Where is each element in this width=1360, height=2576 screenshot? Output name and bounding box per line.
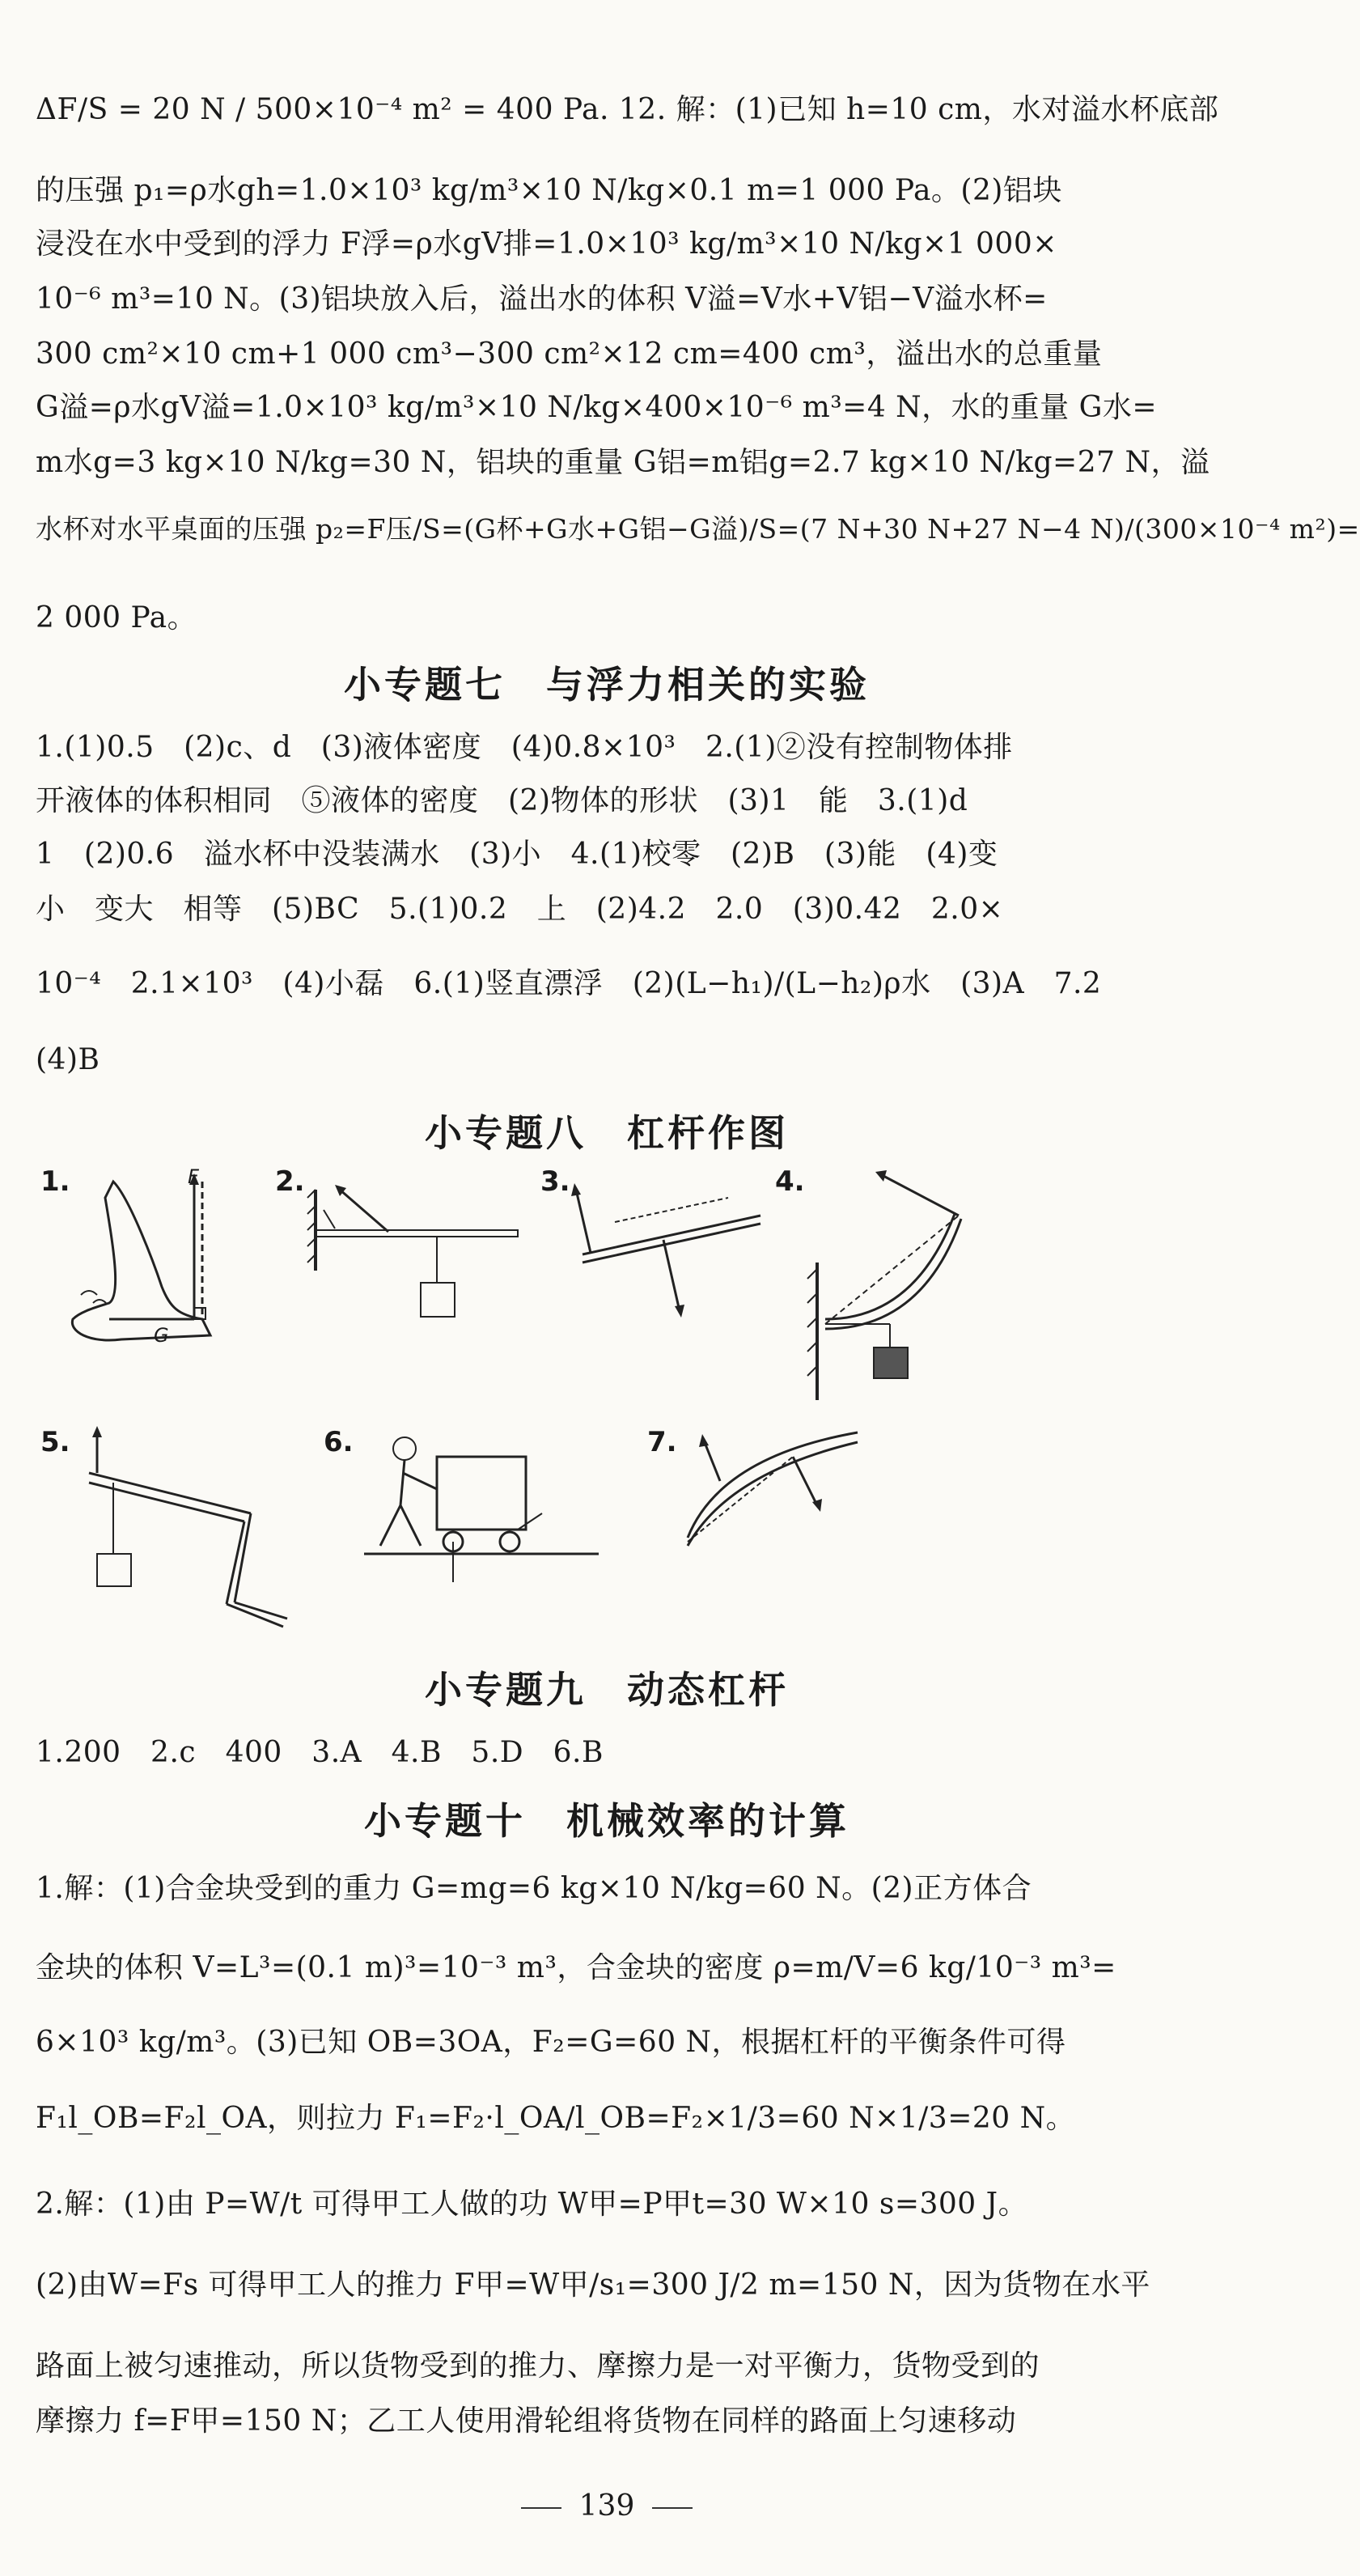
figure-number: 5. xyxy=(40,1426,70,1458)
figure-1-foot xyxy=(65,1165,243,1352)
section-heading-9: 小专题九 动态杠杆 xyxy=(425,1668,789,1712)
figure-6-cart xyxy=(356,1424,607,1586)
figure-4-lever xyxy=(801,1165,1044,1408)
label-G: G xyxy=(154,1324,169,1347)
text-line: 摩擦力 f=F甲=150 N；乙工人使用滑轮组将货物在同样的路面上匀速移动 xyxy=(36,2404,1017,2438)
text-line: 金块的体积 V=L³=(0.1 m)³=10⁻³ m³，合金块的密度 ρ=m/V=6 kg/10⁻³ m³= xyxy=(36,1951,1116,1984)
text-line: 浸没在水中受到的浮力 F浮=ρ水gV排=1.0×10³ kg/m³×10 N/kg×1 000× xyxy=(36,227,1057,261)
text-line: 1.(1)0.5 (2)c、d (3)液体密度 (4)0.8×10³ 2.(1)②没有控制物体排 xyxy=(36,731,1013,764)
text-line: 10⁻⁴ 2.1×10³ (4)小磊 6.(1)竖直漂浮 (2)(L−h₁)/(L−h₂)ρ水 (3)A 7.2 xyxy=(36,967,1102,1000)
section-heading-7: 小专题七 与浮力相关的实验 xyxy=(344,663,870,707)
figure-3-lever xyxy=(566,1165,769,1335)
text-line: (2)由W=Fs 可得甲工人的推力 F甲=W甲/s₁=300 J/2 m=150 N，因为货物在水平 xyxy=(36,2268,1150,2302)
page-number-text: 139 xyxy=(578,2489,635,2523)
text-line: G溢=ρ水gV溢=1.0×10³ kg/m³×10 N/kg×400×10⁻⁶ m³=4 N，水的重量 G水= xyxy=(36,391,1158,424)
figure-number: 1. xyxy=(40,1165,70,1198)
page-number xyxy=(0,2489,1214,2523)
figure-number: 4. xyxy=(775,1165,805,1198)
text-line: 路面上被匀速推动，所以货物受到的推力、摩擦力是一对平衡力，货物受到的 xyxy=(36,2349,1040,2383)
figure-number: 2. xyxy=(275,1165,305,1198)
text-line: 1.200 2.c 400 3.A 4.B 5.D 6.B xyxy=(36,1736,604,1769)
section-heading-10: 小专题十 机械效率的计算 xyxy=(364,1799,849,1843)
text-line: 1.解：(1)合金块受到的重力 G=mg=6 kg×10 N/kg=60 N。(2)正方体合 xyxy=(36,1872,1032,1905)
text-line: 2.解：(1)由 P=W/t 可得甲工人做的功 W甲=P甲t=30 W×10 s=300 J。 xyxy=(36,2188,1028,2221)
text-line: 开液体的体积相同 ⑤液体的密度 (2)物体的形状 (3)1 能 3.(1)d xyxy=(36,784,968,817)
text-line: (4)B xyxy=(36,1043,100,1076)
figure-number: 3. xyxy=(540,1165,570,1198)
text-line: 小 变大 相等 (5)BC 5.(1)0.2 上 (2)4.2 2.0 (3)0.42 2.0× xyxy=(36,893,1004,926)
figure-2-lever xyxy=(299,1173,526,1335)
label-F: F xyxy=(188,1165,199,1188)
text-line: 2 000 Pa。 xyxy=(36,601,197,634)
figure-7-lever xyxy=(672,1424,866,1554)
figure-number: 7. xyxy=(647,1426,677,1458)
text-line: 1 (2)0.6 溢水杯中没装满水 (3)小 4.(1)校零 (2)B (3)能 (4)变 xyxy=(36,838,998,871)
section-heading-8: 小专题八 杠杆作图 xyxy=(425,1111,789,1155)
figure-5-lever xyxy=(65,1424,307,1643)
text-line: ΔF/S = 20 N / 500×10⁻⁴ m² = 400 Pa. 12. 解：(1)已知 h=10 cm，水对溢水杯底部 xyxy=(36,93,1219,126)
text-line: 300 cm²×10 cm+1 000 cm³−300 cm²×12 cm=400 cm³，溢出水的总重量 xyxy=(36,337,1103,371)
text-line: 水杯对水平桌面的压强 p₂=F压/S=(G杯+G水+G铝−G溢)/S=(7 N+30 N+27 N−4 N)/(300×10⁻⁴ m²)= xyxy=(36,513,1360,545)
text-line: 10⁻⁶ m³=10 N。(3)铝块放入后，溢出水的体积 V溢=V水+V铝−V溢水杯= xyxy=(36,282,1048,316)
text-line: 的压强 p₁=ρ水gh=1.0×10³ kg/m³×10 N/kg×0.1 m=1 000 Pa。(2)铝块 xyxy=(36,174,1062,207)
figure-number: 6. xyxy=(324,1426,354,1458)
text-line: m水g=3 kg×10 N/kg=30 N，铝块的重量 G铝=m铝g=2.7 kg×10 N/kg=27 N，溢 xyxy=(36,446,1210,479)
text-line: F₁l_OB=F₂l_OA，则拉力 F₁=F₂·l_OA/l_OB=F₂×1/3=60 N×1/3=20 N。 xyxy=(36,2102,1076,2135)
text-line: 6×10³ kg/m³。(3)已知 OB=3OA，F₂=G=60 N，根据杠杆的平衡条件可得 xyxy=(36,2026,1066,2059)
